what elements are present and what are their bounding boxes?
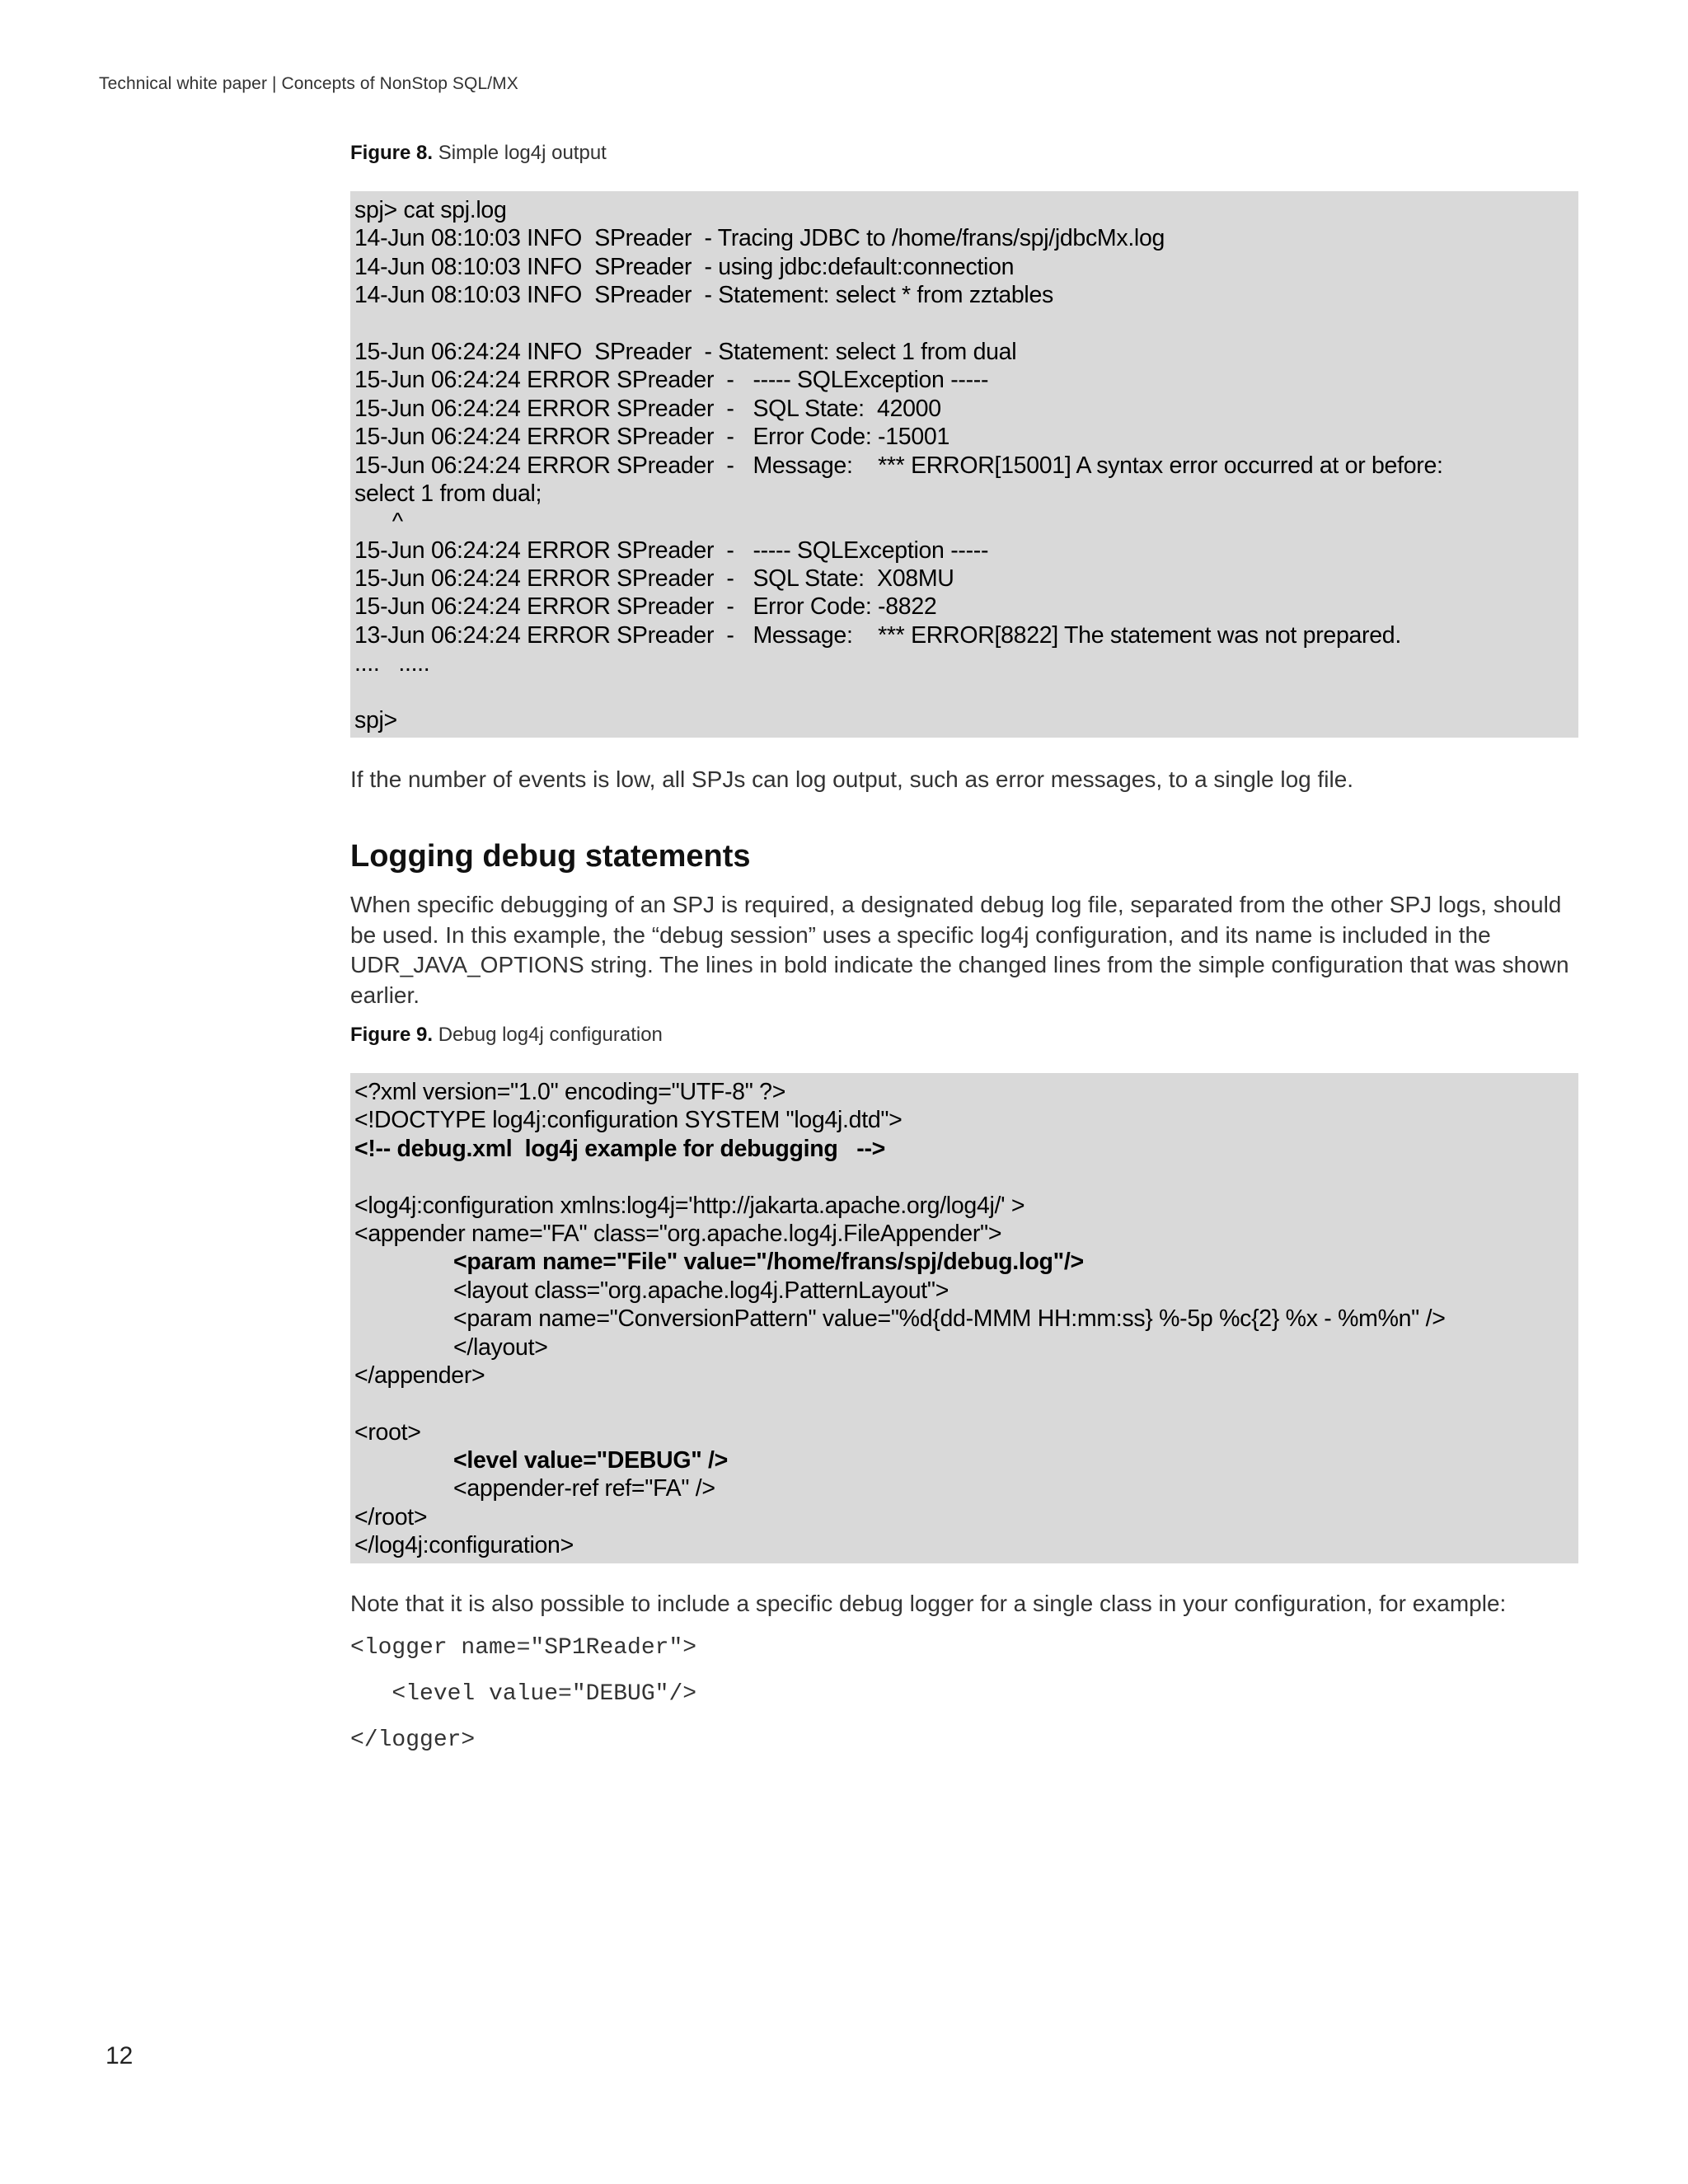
config-line: <?xml version="1.0" encoding="UTF-8" ?>	[354, 1079, 786, 1105]
figure-title: Debug log4j configuration	[438, 1024, 663, 1046]
config-line: <layout class="org.apache.log4j.PatternLayout">	[453, 1277, 950, 1304]
config-line: </log4j:configuration>	[354, 1532, 574, 1559]
page-number: 12	[106, 2042, 134, 2069]
config-line: <!-- debug.xml log4j example for debugging -->	[354, 1135, 886, 1162]
section-body: When specific debugging of an SPJ is required, a designated debug log file, separated from the other SPJ logs, should be used. In this example, the “debug session” uses a specific log4j configuration, and its name is included in the UDR_JAVA_OPTIONS string. The lines in bold indicate the changed lines from the simple configuration that was shown earlier.	[350, 892, 1569, 1008]
log-line: 15-Jun 06:24:24 ERROR SPreader - Error Code: -8822	[354, 593, 937, 621]
log-line	[354, 678, 1574, 706]
figure-9-caption	[350, 1024, 1570, 1047]
log-line: 13-Jun 06:24:24 ERROR SPreader - Message: *** ERROR[8822] The statement was not prepared.	[354, 621, 1401, 649]
config-line: <!DOCTYPE log4j:configuration SYSTEM "log4j.dtd">	[354, 1107, 903, 1134]
log-line: 15-Jun 06:24:24 ERROR SPreader - ----- SQLException -----	[354, 367, 989, 394]
config-line: <param name="ConversionPattern" value="%d{dd-MMM HH:mm:ss} %-5p %c{2} %x - %m%n" />	[453, 1305, 1446, 1333]
config-line: <appender name="FA" class="org.apache.log4j.FileAppender">	[354, 1220, 1002, 1247]
figure-label: Figure 9.	[350, 1024, 434, 1046]
figure-title: Simple log4j output	[438, 142, 607, 164]
figure-8-caption	[350, 142, 1570, 165]
figure-label: Figure 8.	[350, 142, 434, 164]
config-line: <level value="DEBUG" />	[453, 1447, 728, 1474]
log-line: spj>	[354, 707, 397, 734]
log-line: 15-Jun 06:24:24 ERROR SPreader - SQL State: 42000	[354, 395, 941, 422]
log-line: spj> cat spj.log	[354, 197, 507, 223]
logger-example-line: <level value="DEBUG"/>	[350, 1681, 697, 1707]
figure-8-log-output	[350, 191, 1578, 738]
logger-example-line: <logger name="SP1Reader">	[350, 1635, 697, 1661]
log-line: .... .....	[354, 650, 430, 677]
config-line	[354, 1390, 1574, 1418]
log-line: 15-Jun 06:24:24 ERROR SPreader - Error Code: -15001	[354, 424, 950, 451]
config-line: <root>	[354, 1418, 421, 1446]
figure-9-config-xml	[350, 1073, 1578, 1563]
log-line: 15-Jun 06:24:24 ERROR SPreader - SQL State: X08MU	[354, 565, 954, 593]
config-line: </root>	[354, 1503, 428, 1530]
log-line: 14-Jun 08:10:03 INFO SPreader - Tracing JDBC to /home/frans/spj/jdbcMx.log	[354, 225, 1165, 252]
paragraph-single-log: If the number of events is low, all SPJs can log output, such as error messages, to a single log file.	[350, 766, 1354, 792]
log-line: ^	[354, 509, 403, 536]
config-line: </layout>	[453, 1333, 548, 1361]
log-line: 15-Jun 06:24:24 INFO SPreader - Statement: select 1 from dual	[354, 338, 1017, 365]
config-line: <param name="File" value="/home/frans/spj/debug.log"/>	[453, 1249, 1084, 1276]
config-line	[354, 1163, 1574, 1191]
log-line: select 1 from dual;	[354, 480, 542, 507]
running-header: Technical white paper | Concepts of NonStop SQL/MX	[99, 74, 518, 93]
log-line: 15-Jun 06:24:24 ERROR SPreader - Message: *** ERROR[15001] A syntax error occurred at or before:	[354, 452, 1443, 479]
section-heading: Logging debug statements	[350, 839, 751, 874]
paragraph-logger-note: Note that it is also possible to include a specific debug logger for a single class in your configuration, for example:	[350, 1591, 1507, 1616]
log-line: 14-Jun 08:10:03 INFO SPreader - using jdbc:default:connection	[354, 253, 1015, 280]
log-line	[354, 310, 1574, 338]
log-line: 15-Jun 06:24:24 ERROR SPreader - ----- SQLException -----	[354, 537, 989, 564]
logger-example-line: </logger>	[350, 1727, 476, 1753]
config-line: <appender-ref ref="FA" />	[453, 1475, 715, 1502]
config-line: <log4j:configuration xmlns:log4j='http://jakarta.apache.org/log4j/' >	[354, 1192, 1025, 1219]
log-line: 14-Jun 08:10:03 INFO SPreader - Statement: select * from zztables	[354, 282, 1053, 309]
config-line: </appender>	[354, 1361, 485, 1389]
